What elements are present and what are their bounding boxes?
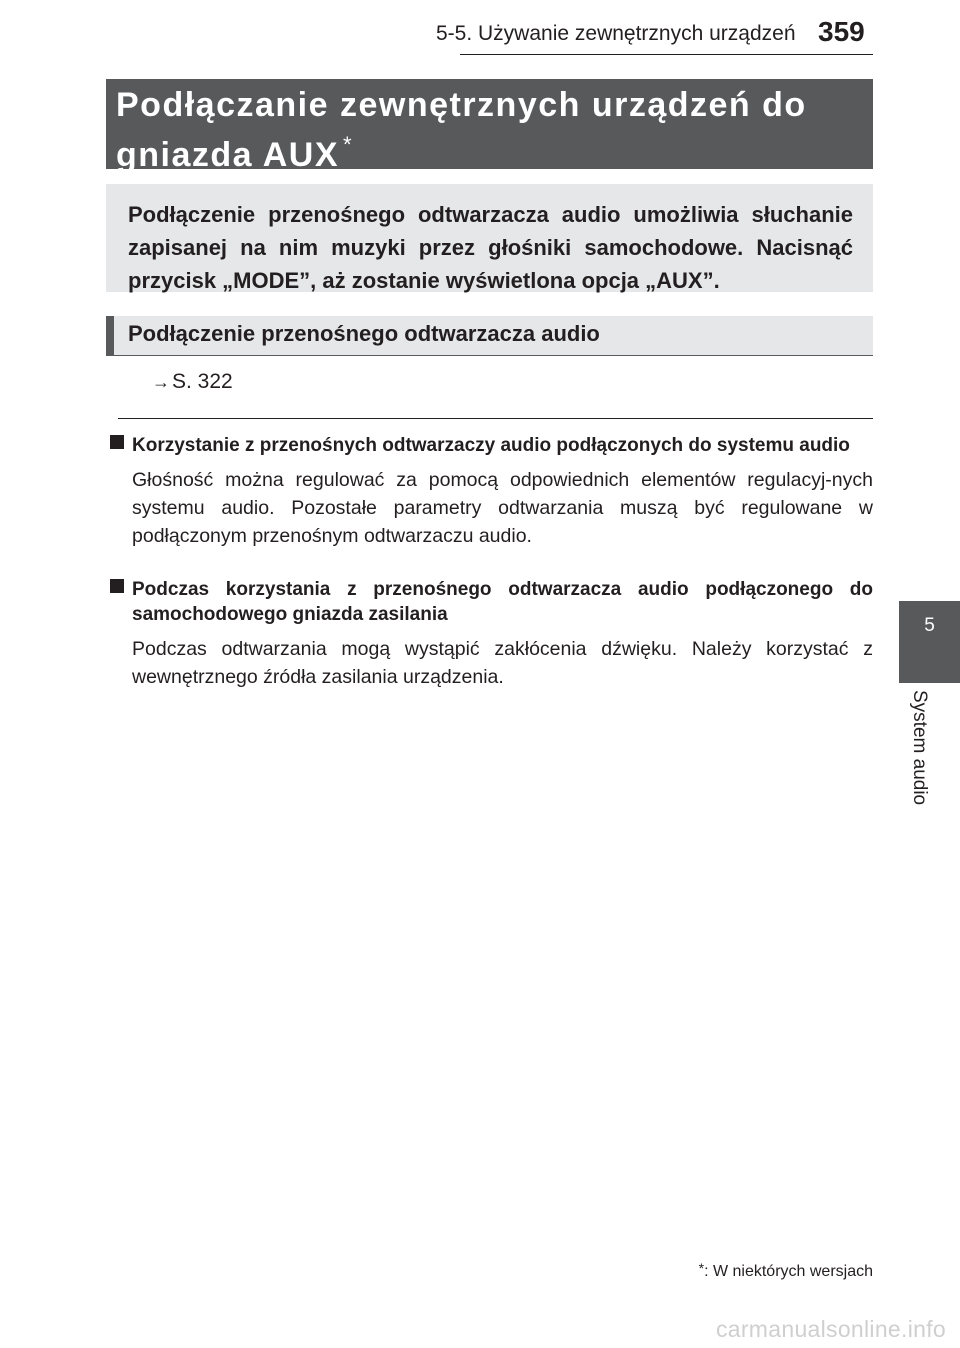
watermark: carmanualsonline.info [715, 1316, 946, 1342]
subheading-text: Podłączenie przenośnego odtwarzacza audio [128, 321, 600, 346]
footnote [600, 1260, 873, 1286]
info-section-body: Głośność można regulować za pomocą odpowiednich elementów regulacyj-nych systemu audio. Pozostałe parametry odtwarzania muszą być regulowane w podłączonym przenośnym odtwarzaczu audio. [132, 469, 873, 547]
page-title [116, 85, 863, 175]
info-section [110, 577, 873, 691]
arrow-right-icon: → [152, 372, 170, 392]
info-section-title: Korzystanie z przenośnych odtwarzaczy audio podłączonych do systemu audio [132, 435, 850, 456]
page-reference-text: S. 322 [172, 370, 233, 393]
header-divider [460, 54, 873, 55]
info-section-title: Podczas korzystania z przenośnego odtwarzacza audio podłączonego do samochodowego gniazda zasilania [132, 579, 873, 625]
info-section-body: Podczas odtwarzania mogą wystąpić zakłócenia dźwięku. Należy korzystać z wewnętrznego źródła zasilania urządzenia. [132, 638, 873, 688]
footnote-asterisk-icon: * [698, 1260, 705, 1276]
intro-box [106, 184, 873, 292]
chapter-tab: 5 [899, 601, 960, 683]
subheading-box [106, 316, 873, 356]
footnote-text: : W niektórych wersjach [704, 1263, 873, 1280]
page-number: 359 [818, 16, 865, 47]
running-header-section: 5-5. Używanie zewnętrznych urządzeń [436, 22, 796, 45]
intro-text: Podłączenie przenośnego odtwarzacza audio umożliwia słuchanie zapisanej na nim muzyki przez głośniki samochodowe. Nacisnąć przycisk „MODE”, aż zostanie wyświetlona opcja „AUX”. [128, 202, 853, 293]
page-reference [152, 370, 233, 400]
page-title-box [106, 79, 873, 174]
chapter-tab-label: System audio [909, 690, 930, 806]
page-title-line2: gniazda AUX [116, 136, 340, 174]
content-divider [118, 418, 873, 419]
title-asterisk-icon: * [343, 132, 354, 157]
page-title-line1: Podłączanie zewnętrznych urządzeń do [116, 86, 807, 124]
info-section [110, 433, 873, 550]
square-bullet-icon [110, 579, 124, 593]
square-bullet-icon [110, 435, 124, 449]
